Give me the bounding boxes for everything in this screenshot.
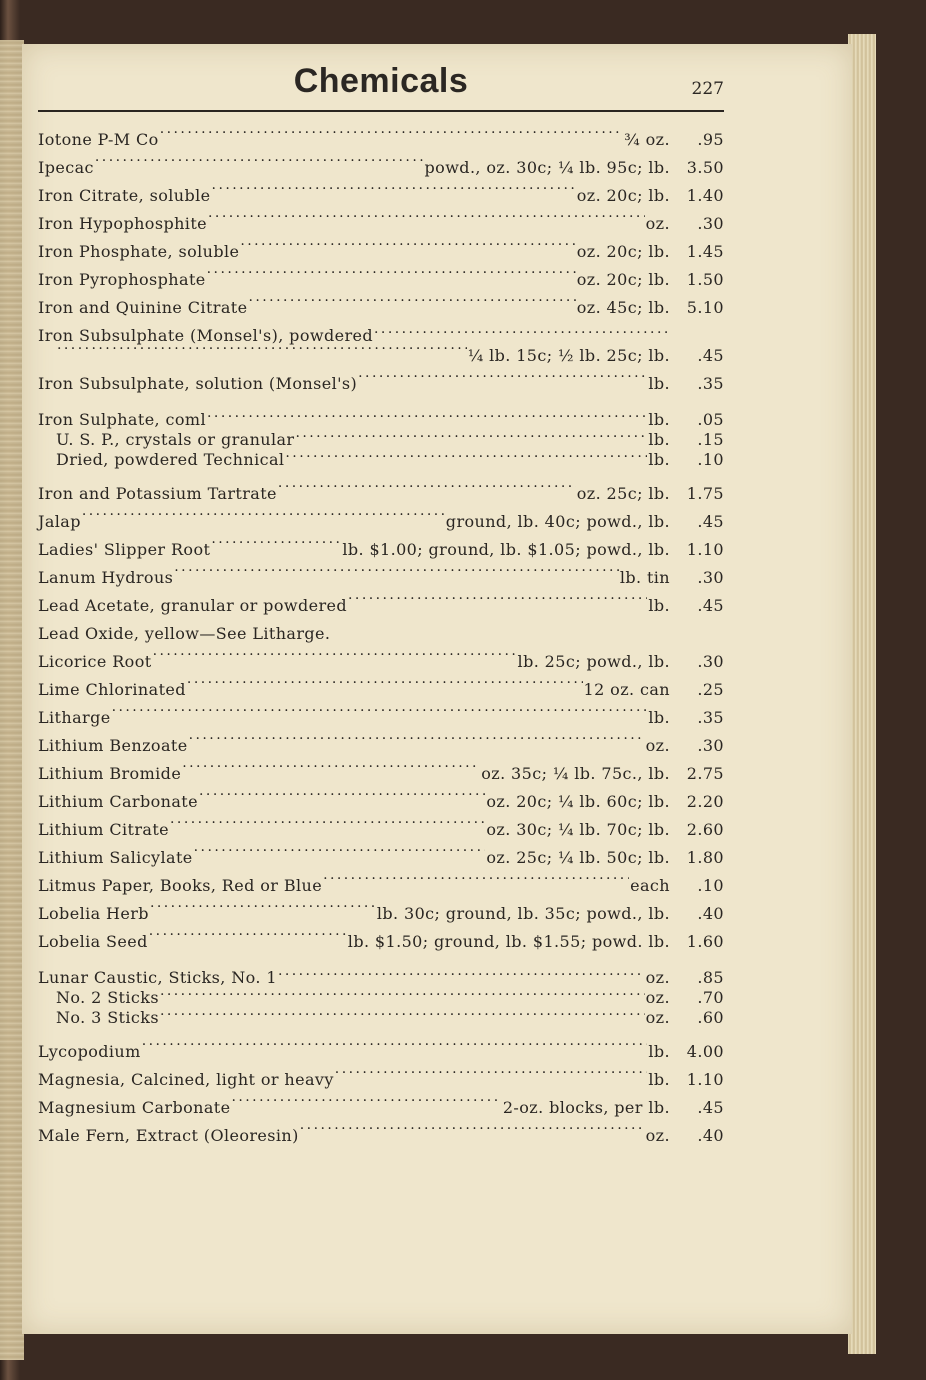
entry-price: 5.10: [686, 298, 724, 318]
entry-unit: powd., oz. 30c; ¼ lb. 95c; lb.: [424, 158, 670, 178]
price-entry: [38, 238, 724, 266]
entry-unit: oz.: [645, 1008, 670, 1028]
entry-unit: oz.: [645, 214, 670, 234]
price-entry: [38, 1038, 724, 1066]
entry-price: .45: [697, 512, 724, 532]
entry-name: Lithium Salicylate: [38, 848, 193, 868]
entry-unit: oz.: [645, 968, 670, 988]
dot-leader: [285, 446, 647, 465]
entry-name: Lime Chlorinated: [38, 680, 186, 700]
entry-price: .45: [697, 1098, 724, 1118]
entry-unit: oz. 30c; ¼ lb. 70c; lb.: [486, 820, 670, 840]
dot-leader: [278, 964, 645, 983]
price-entry: [38, 704, 724, 732]
left-page-edge: [0, 40, 24, 1360]
entry-price: .05: [697, 410, 724, 430]
entry-price: .95: [697, 130, 724, 150]
entry-unit: each: [630, 876, 670, 896]
entry-price: 1.80: [686, 848, 724, 868]
entry-name: Magnesia, Calcined, light or heavy: [38, 1070, 334, 1090]
entry-price: .10: [697, 450, 724, 470]
dot-leader: [358, 370, 647, 389]
price-entry: [38, 816, 724, 844]
entry-price: .40: [697, 904, 724, 924]
entry-unit: 2-oz. blocks, per lb.: [502, 1098, 670, 1118]
entry-unit: oz. 25c; ¼ lb. 50c; lb.: [486, 848, 670, 868]
entry-price: .30: [697, 736, 724, 756]
dot-leader: [149, 928, 347, 947]
page-title: Chemicals: [293, 62, 469, 100]
entry-name: Ipecac: [38, 158, 94, 178]
dot-leader: [187, 676, 583, 695]
dot-leader: [278, 480, 576, 499]
entry-unit: oz.: [645, 736, 670, 756]
price-entry: [38, 1122, 724, 1150]
entry-price: 2.60: [686, 820, 724, 840]
entry-name: Lanum Hydrous: [38, 568, 174, 588]
entry-name: Magnesium Carbonate: [38, 1098, 231, 1118]
entry-unit: lb.: [648, 430, 670, 450]
entry-price: .25: [697, 680, 724, 700]
price-entry: [38, 676, 724, 704]
entry-unit: oz.: [645, 1126, 670, 1146]
dot-leader: [189, 732, 645, 751]
price-entry: [38, 1066, 724, 1094]
price-entry: [38, 322, 724, 346]
price-entry: [38, 182, 724, 210]
dot-leader: [300, 1122, 645, 1141]
entry-price: .10: [697, 876, 724, 896]
price-entry: [38, 964, 724, 988]
entry-unit: ¼ lb. 15c; ½ lb. 25c; lb.: [467, 346, 670, 366]
price-entry: [38, 760, 724, 788]
entry-price: .60: [697, 1008, 724, 1028]
entry-name: U. S. P., crystals or granular: [56, 430, 295, 450]
entry-unit: lb. 30c; ground, lb. 35c; powd., lb.: [376, 904, 670, 924]
dot-leader: [160, 1004, 645, 1023]
entry-price: .15: [697, 430, 724, 450]
entry-price: .70: [697, 988, 724, 1008]
dot-leader: [207, 406, 647, 425]
price-entry: [38, 844, 724, 872]
dot-leader: [248, 294, 575, 313]
entry-unit: lb.: [648, 450, 670, 470]
entry-unit: lb.: [648, 708, 670, 728]
entry-unit: oz. 35c; ¼ lb. 75c., lb.: [481, 764, 670, 784]
dot-leader: [335, 1066, 648, 1085]
entry-price: .45: [697, 346, 724, 366]
entry-name: Lithium Citrate: [38, 820, 170, 840]
dot-leader: [323, 872, 629, 891]
entry-unit: lb.: [648, 1070, 670, 1090]
price-entry: [38, 126, 724, 154]
entry-name: Male Fern, Extract (Oleoresin): [38, 1126, 299, 1146]
dot-leader: [160, 126, 624, 145]
entry-name: Litharge: [38, 708, 111, 728]
price-entry: [38, 788, 724, 816]
page-header: [38, 62, 724, 112]
price-entry: [38, 266, 724, 294]
dot-leader: [182, 760, 480, 779]
entry-unit: lb.: [648, 374, 670, 394]
entry-price: 4.00: [686, 1042, 724, 1062]
dot-leader: [207, 266, 576, 285]
entry-unit: oz. 20c; lb.: [576, 186, 670, 206]
entry-name: Iron Pyrophosphate: [38, 270, 206, 290]
entry-name: Iron and Quinine Citrate: [38, 298, 248, 318]
price-entry: [38, 732, 724, 760]
dot-leader: [57, 342, 467, 361]
price-entry: [38, 370, 724, 398]
dot-leader: [160, 984, 645, 1003]
entry-name: Litmus Paper, Books, Red or Blue: [38, 876, 323, 896]
entry-price: .85: [697, 968, 724, 988]
price-entry: [38, 508, 724, 536]
entry-price: .30: [697, 214, 724, 234]
entry-name: Dried, powdered Technical: [56, 450, 285, 470]
entry-unit: lb. $1.50; ground, lb. $1.55; powd. lb.: [347, 932, 670, 952]
entry-price: .30: [697, 652, 724, 672]
dot-leader: [112, 704, 648, 723]
entry-price: .45: [697, 596, 724, 616]
dot-leader: [95, 154, 424, 173]
price-entry: [38, 294, 724, 322]
entry-name: Lead Acetate, granular or powdered: [38, 596, 348, 616]
entry-unit: ground, lb. 40c; powd., lb.: [445, 512, 670, 532]
entry-price: 1.45: [686, 242, 724, 262]
entry-unit: lb.: [648, 1042, 670, 1062]
price-list: [38, 126, 724, 1150]
entry-price: 1.10: [686, 1070, 724, 1090]
entry-unit: oz. 20c; lb.: [576, 242, 670, 262]
entry-name: No. 3 Sticks: [56, 1008, 159, 1028]
price-entry: [38, 210, 724, 238]
entry-price: 1.50: [686, 270, 724, 290]
dot-leader: [82, 508, 445, 527]
entry-name: Lithium Bromide: [38, 764, 182, 784]
entry-name: No. 2 Sticks: [56, 988, 159, 1008]
entry-name: Jalap: [38, 512, 81, 532]
dot-leader: [174, 564, 619, 583]
dot-leader: [153, 648, 517, 667]
entry-price: .40: [697, 1126, 724, 1146]
entry-unit: lb. 25c; powd., lb.: [517, 652, 670, 672]
price-entry: [38, 872, 724, 900]
dot-leader: [212, 182, 576, 201]
price-entry: [38, 406, 724, 430]
entry-name: Iron Phosphate, soluble: [38, 242, 240, 262]
dot-leader: [142, 1038, 648, 1057]
entry-price: .35: [697, 374, 724, 394]
entry-name: Iron Subsulphate (Monsel's), powdered: [38, 326, 374, 346]
entry-name: Lobelia Herb: [38, 904, 149, 924]
dot-leader: [240, 238, 575, 257]
page-number: 227: [691, 79, 724, 99]
entry-name: Iron Sulphate, coml: [38, 410, 207, 430]
entry-name: Lunar Caustic, Sticks, No. 1: [38, 968, 277, 988]
entry-unit: oz.: [645, 988, 670, 1008]
entry-unit: ¾ oz.: [624, 130, 670, 150]
entry-name: Iron and Potassium Tartrate: [38, 484, 277, 504]
entry-price: .30: [697, 568, 724, 588]
entry-price: .35: [697, 708, 724, 728]
entry-price: 2.20: [686, 792, 724, 812]
entry-name: Iron Subsulphate, solution (Monsel's): [38, 374, 358, 394]
right-page-edges: [848, 34, 876, 1354]
entry-price: 1.75: [686, 484, 724, 504]
group-spacer: [38, 956, 724, 964]
entry-price: 2.75: [686, 764, 724, 784]
dot-leader: [211, 536, 341, 555]
entry-name: Iron Hypophosphite: [38, 214, 208, 234]
entry-price: 1.40: [686, 186, 724, 206]
entry-unit: oz. 20c; lb.: [576, 270, 670, 290]
group-spacer: [38, 398, 724, 406]
price-entry: [38, 1094, 724, 1122]
entry-unit: lb.: [648, 596, 670, 616]
price-entry: [38, 564, 724, 592]
dot-leader: [208, 210, 645, 229]
entry-name: Iron Citrate, soluble: [38, 186, 211, 206]
price-entry: [38, 928, 724, 956]
dot-leader: [348, 592, 647, 611]
entry-unit: lb. $1.00; ground, lb. $1.05; powd., lb.: [342, 540, 670, 560]
entry-name: Licorice Root: [38, 652, 152, 672]
entry-name: Lycopodium: [38, 1042, 141, 1062]
entry-unit: oz. 20c; ¼ lb. 60c; lb.: [486, 792, 670, 812]
price-entry: [38, 648, 724, 676]
price-entry: [38, 480, 724, 508]
entry-name: Ladies' Slipper Root: [38, 540, 211, 560]
entry-name: Lithium Benzoate: [38, 736, 188, 756]
entry-name: Lobelia Seed: [38, 932, 148, 952]
entry-price: 1.60: [686, 932, 724, 952]
entry-unit: lb. tin: [619, 568, 670, 588]
dot-leader: [199, 788, 485, 807]
entry-unit: oz. 25c; lb.: [576, 484, 670, 504]
entry-price: 3.50: [686, 158, 724, 178]
entry-unit: 12 oz. can: [583, 680, 670, 700]
dot-leader: [374, 322, 669, 341]
entry-name: Lithium Carbonate: [38, 792, 199, 812]
dot-leader: [295, 426, 647, 445]
entry-price: 1.10: [686, 540, 724, 560]
dot-leader: [150, 900, 376, 919]
price-entry: [38, 154, 724, 182]
dot-leader: [231, 1094, 501, 1113]
entry-name: Lead Oxide, yellow—See Litharge.: [38, 624, 331, 643]
price-entry: [38, 342, 724, 370]
price-entry: [38, 620, 724, 648]
dot-leader: [194, 844, 486, 863]
entry-unit: oz. 45c; lb.: [576, 298, 670, 318]
entry-name: Iotone P-M Co: [38, 130, 159, 150]
price-entry: [38, 900, 724, 928]
price-entry: [38, 592, 724, 620]
price-entry: [38, 536, 724, 564]
entry-unit: lb.: [648, 410, 670, 430]
dot-leader: [170, 816, 485, 835]
